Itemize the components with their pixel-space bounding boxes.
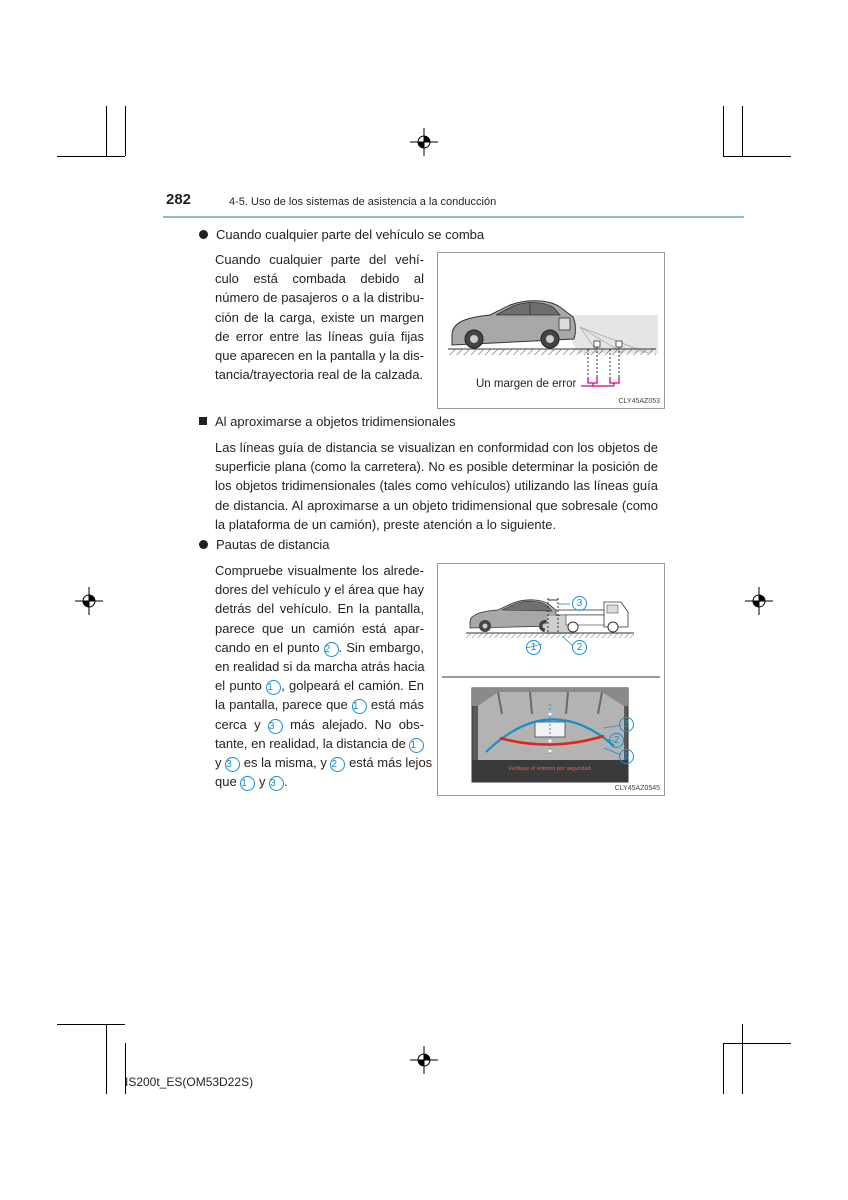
text-line: de error entre las líneas guía fijas <box>215 328 424 344</box>
text-line: en realidad si da marcha atrás hacia <box>215 659 425 675</box>
marker-3: 3 <box>268 719 283 734</box>
text-line <box>215 676 424 695</box>
text-fragment: cerca y <box>215 716 261 732</box>
marker-3: 3 <box>225 757 240 772</box>
crop-mark <box>723 106 724 156</box>
registration-mark-icon <box>745 587 773 615</box>
subsection-heading-text: Al aproximarse a objetos tridimensionales <box>215 414 456 429</box>
crop-mark <box>723 1043 724 1094</box>
marker-3: 3 <box>619 717 634 732</box>
text-line <box>215 638 424 657</box>
text-line: Las líneas guía de distancia se visualizan en conformidad con los objetos de <box>215 440 658 455</box>
screen-caption: Verifique el entorno por seguridad. <box>507 766 593 772</box>
text-fragment: y <box>215 755 222 771</box>
text-line: detrás del vehículo. En la pantalla, <box>215 601 424 617</box>
text-line <box>215 753 433 772</box>
marker-1: 1 <box>240 776 255 791</box>
text-line: Compruebe visualmente los alrede- <box>215 563 424 578</box>
marker-2: 2 <box>324 642 339 657</box>
bullet-dot-icon <box>199 540 208 549</box>
text-line: que aparecen en la pantalla y la dis- <box>215 348 424 364</box>
registration-mark-icon <box>410 128 438 156</box>
section2-paragraph <box>215 438 658 534</box>
figure1-label: Un margen de error <box>476 378 577 390</box>
text-fragment: está más <box>370 697 424 713</box>
text-fragment: cando en el punto <box>215 639 320 655</box>
page-number: 282 <box>166 191 192 208</box>
text-fragment: el punto <box>215 678 262 694</box>
marker-2: 2 <box>572 640 587 655</box>
bullet2-paragraph <box>215 561 433 791</box>
text-fragment: . <box>284 774 288 790</box>
figure1-code: CLY45AZ053 <box>618 398 660 405</box>
bullet-heading <box>199 227 484 242</box>
marker-2: 2 <box>609 733 624 748</box>
bullet-heading <box>199 537 329 552</box>
marker-1: 1 <box>266 680 281 695</box>
marker-2: 2 <box>330 757 345 772</box>
crop-mark <box>723 1043 791 1044</box>
crop-mark <box>125 106 126 156</box>
crop-mark <box>57 1024 125 1025</box>
crop-mark <box>723 156 791 157</box>
text-fragment: . Sin embargo, <box>338 639 424 655</box>
text-line: número de pasajeros o a la distribu- <box>215 290 424 306</box>
text-fragment: está más lejos <box>349 755 433 771</box>
marker-1: 1 <box>526 640 541 655</box>
square-bullet-icon <box>199 417 207 425</box>
text-line: superficie plana (como la carretera). No es posible determinar la posición de <box>215 459 658 475</box>
marker-1: 1 <box>619 749 634 764</box>
bullet1-paragraph <box>215 250 424 384</box>
text-fragment: tante, en realidad, la distancia de <box>215 735 406 751</box>
figure-sagging-vehicle <box>437 252 665 409</box>
text-line: parece que un camión está apar- <box>215 620 424 636</box>
figure2-code: CLY45AZ0545 <box>614 785 660 792</box>
text-line: culo está combada debido al <box>215 271 424 287</box>
text-line <box>215 695 424 714</box>
text-fragment: y <box>258 774 266 790</box>
text-line: los objetos tridimensionales (tales como vehículos) utilizando las líneas guía <box>215 478 658 494</box>
text-fragment: , golpeará el camión. En <box>281 678 424 694</box>
marker-3: 3 <box>572 596 587 611</box>
text-line: ción de la carga, existe un margen <box>215 309 424 325</box>
text-fragment: la pantalla, parece que <box>215 697 348 713</box>
marker-1: 1 <box>409 738 424 753</box>
header-rule <box>163 216 744 218</box>
marker-3: 3 <box>269 776 284 791</box>
crop-mark <box>742 1024 743 1094</box>
text-line: dores del vehículo y el área que hay <box>215 582 424 598</box>
crop-mark <box>106 106 107 156</box>
text-line: Cuando cualquier parte del vehí- <box>215 252 424 267</box>
bullet-dot-icon <box>199 230 208 239</box>
text-fragment: es la misma, y <box>243 755 327 771</box>
text-fragment: que <box>215 774 237 790</box>
subsection-heading <box>199 414 456 429</box>
text-line <box>215 772 424 791</box>
text-line: la plataforma de un camión), preste atención a lo siguiente. <box>215 516 557 532</box>
crop-mark <box>742 106 743 156</box>
text-line <box>215 715 424 734</box>
text-line <box>215 734 424 753</box>
bullet-heading-text: Cuando cualquier parte del vehículo se comba <box>216 227 485 242</box>
text-line: tancia/trayectoria real de la calzada. <box>215 367 424 383</box>
text-fragment: más alejado. No obs- <box>290 716 424 732</box>
registration-mark-icon <box>410 1046 438 1074</box>
crop-mark <box>57 156 125 157</box>
registration-mark-icon <box>75 587 103 615</box>
bullet-heading-text: Pautas de distancia <box>216 537 330 552</box>
marker-1: 1 <box>352 699 367 714</box>
crop-mark <box>106 1024 107 1094</box>
section-title: 4-5. Uso de los sistemas de asistencia a la conducción <box>229 196 497 208</box>
text-line: de distancia. Al aproximarse a un objeto tridimensional que sobresale (como <box>215 497 658 513</box>
model-code: IS200t_ES(OM53D22S) <box>125 1075 254 1089</box>
figure-distance-guidelines <box>437 563 665 796</box>
